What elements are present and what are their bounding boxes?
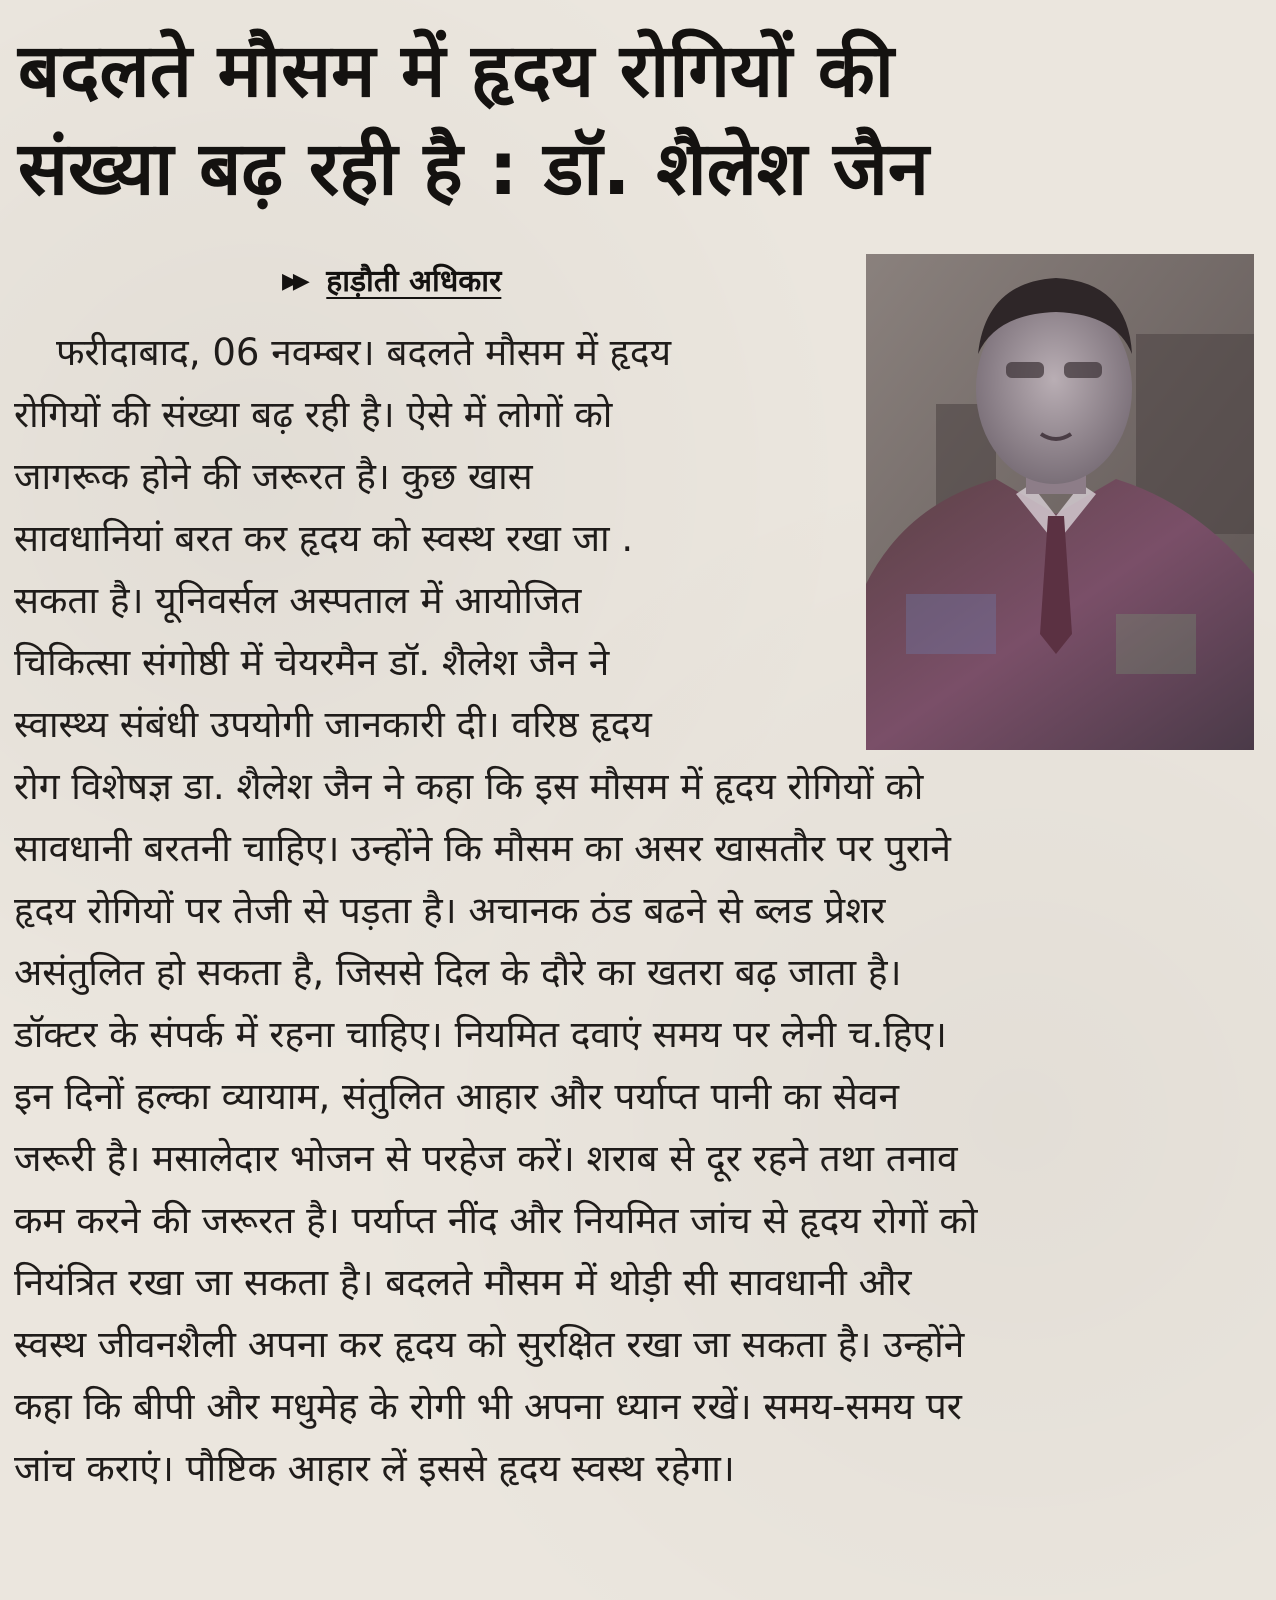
body-line-18: कहा कि बीपी और मधुमेह के रोगी भी अपना ध्यान रखें। समय-समय पर [14, 1385, 962, 1428]
body-line-6: चिकित्सा संगोष्ठी में चेयरमैन डॉ. शैलेश जैन ने [14, 641, 610, 684]
body-line-7: स्वास्थ्य संबंधी उपयोगी जानकारी दी। वरिष्ठ हृदय [14, 703, 652, 746]
body-line-16: नियंत्रित रखा जा सकता है। बदलते मौसम में थोड़ी सी सावधानी और [14, 1261, 912, 1304]
body-line-13: इन दिनों हल्का व्यायाम, संतुलित आहार और पर्याप्त पानी का सेवन [14, 1075, 900, 1118]
portrait-photo-drawing [866, 254, 1254, 750]
byline [282, 262, 501, 302]
body-line-12: डॉक्टर के संपर्क में रहना चाहिए। नियमित दवाएं समय पर लेनी च.हिए। [14, 1013, 947, 1056]
headline-line-1: बदलते मौसम में हृदय रोगियों की [18, 28, 894, 114]
body-line-1: फरीदाबाद, 06 नवम्बर। बदलते मौसम में हृदय [56, 331, 672, 374]
headline-line-2: संख्या बढ़ रही है : डॉ. शैलेश जैन [18, 126, 929, 212]
headline [18, 22, 1258, 218]
body-line-9: सावधानी बरतनी चाहिए। उन्होंने कि मौसम का असर खासतौर पर पुराने [14, 827, 951, 870]
body-line-8: रोग विशेषज्ञ डा. शैलेश जैन ने कहा कि इस मौसम में हृदय रोगियों को [14, 765, 924, 808]
body-line-11: असंतुलित हो सकता है, जिससे दिल के दौरे का खतरा बढ़ जाता है। [14, 951, 902, 994]
body-line-19: जांच कराएं। पौष्टिक आहार लें इससे हृदय स्वस्थ रहेगा। [14, 1447, 735, 1490]
byline-arrows-icon: ▶▶ [282, 269, 304, 294]
body-line-15: कम करने की जरूरत है। पर्याप्त नींद और नियमित जांच से हृदय रोगों को [14, 1199, 978, 1242]
body-line-10: हृदय रोगियों पर तेजी से पड़ता है। अचानक ठंड बढने से ब्लड प्रेशर [14, 889, 886, 932]
body-line-17: स्वस्थ जीवनशैली अपना कर हृदय को सुरक्षित रखा जा सकता है। उन्होंने [14, 1323, 965, 1366]
body-line-5: सकता है। यूनिवर्सल अस्पताल में आयोजित [14, 579, 582, 622]
body-line-2: रोगियों की संख्या बढ़ रही है। ऐसे में लोगों को [14, 393, 613, 436]
body-line-4: सावधानियां बरत कर हृदय को स्वस्थ रखा जा . [14, 517, 634, 560]
body-line-3: जागरूक होने की जरूरत है। कुछ खास [14, 455, 533, 498]
body-line-14: जरूरी है। मसालेदार भोजन से परहेज करें। शराब से दूर रहने तथा तनाव [14, 1137, 958, 1180]
portrait-photo [866, 254, 1254, 750]
byline-text: हाड़ौती अधिकार [326, 264, 502, 299]
